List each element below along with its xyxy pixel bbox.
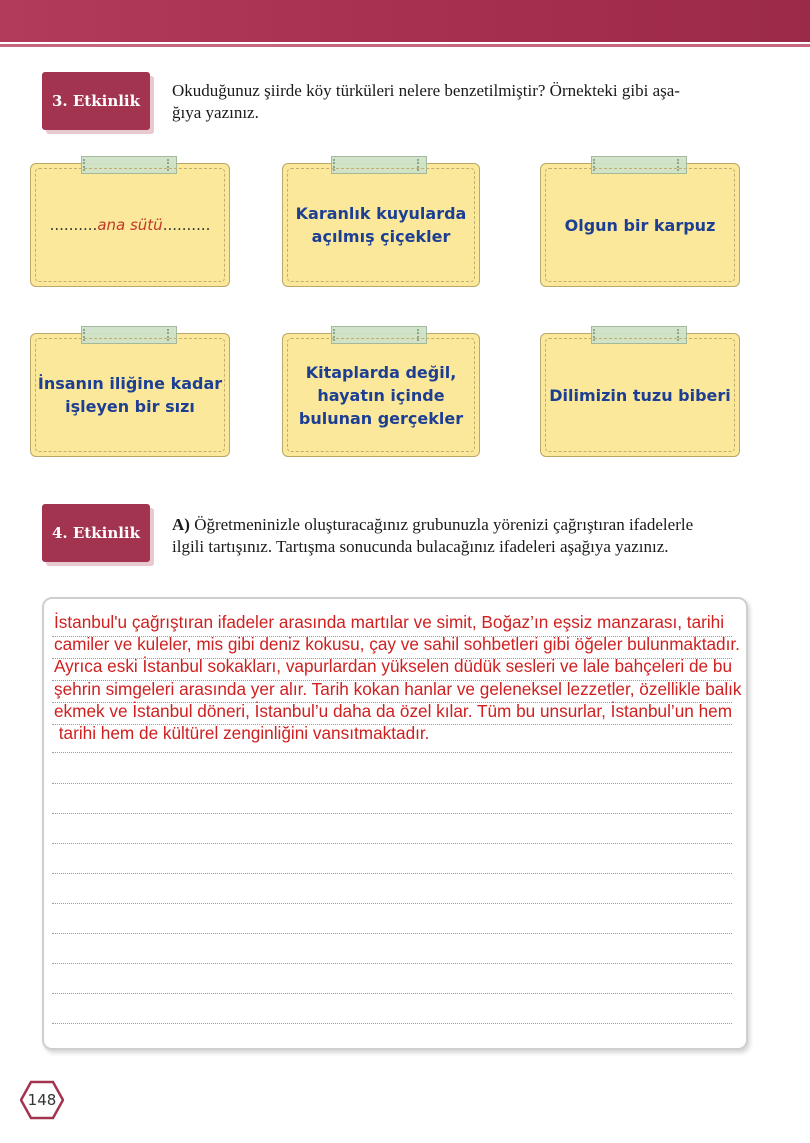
writing-line <box>52 783 732 784</box>
card-text <box>299 361 463 430</box>
writing-line <box>52 873 732 874</box>
card-text-line: açılmış çiçekler <box>311 227 451 246</box>
tape-decoration <box>81 156 177 174</box>
card-text-line: Karanlık kuyularda <box>295 204 467 223</box>
tape-decoration <box>591 156 687 174</box>
tape-decoration <box>591 326 687 344</box>
fill-dots-left: .......... <box>49 216 98 234</box>
card-text <box>565 214 716 237</box>
writing-line <box>52 963 732 964</box>
writing-line <box>52 903 732 904</box>
card-text-line: Olgun bir karpuz <box>564 215 716 235</box>
activity-3-label <box>42 72 150 130</box>
tape-decoration <box>81 326 177 344</box>
writing-line <box>52 843 732 844</box>
card-karanlik-kuyular <box>282 163 480 287</box>
page-number-badge <box>20 1080 64 1120</box>
header-band <box>0 0 810 42</box>
card-text <box>38 372 222 418</box>
handwritten-answer-text <box>54 611 760 744</box>
activity-3-label-text: 3. Etkinlik <box>51 92 141 110</box>
answer-line: tarihi hem de kültürel zenginliğini vansıtmaktadır. <box>54 723 430 744</box>
answer-line: ekmek ve İstanbul döneri, İstanbul’u daha da özel kılar. Tüm bu unsurlar, İstanbul’un hem <box>54 700 733 721</box>
activity-3-instruction-line2: ğıya yazınız. <box>172 103 259 122</box>
tape-decoration <box>331 326 427 344</box>
activity-4-instruction-line2: ilgili tartışınız. Tartışma sonucunda bulacağınız ifadeleri aşağıya yazınız. <box>172 537 669 556</box>
fill-dots-right: .......... <box>162 216 211 234</box>
writing-line <box>52 1023 732 1024</box>
card-text <box>296 202 467 248</box>
answer-line: camiler ve kuleler, mis gibi deniz kokusu, çay ve sahil sohbetleri gibi öğeler bulunmaktadır. <box>54 634 740 655</box>
activity-4-label-text: 4. Etkinlik <box>51 524 141 542</box>
card-insanin-iligine <box>30 333 230 457</box>
page-number: 148 <box>27 1091 57 1109</box>
card-example-fill <box>50 216 211 234</box>
header-divider <box>0 44 810 47</box>
activity-4-label <box>42 504 150 562</box>
card-text <box>549 384 731 407</box>
writing-line <box>52 993 732 994</box>
writing-line <box>52 752 732 753</box>
card-text-line: Dilimizin tuzu biberi <box>549 385 731 405</box>
card-text-line: hayatın içinde <box>317 385 445 405</box>
writing-line <box>52 933 732 934</box>
tape-decoration <box>331 156 427 174</box>
card-text-line: Kitaplarda değil, <box>305 362 457 382</box>
activity-4-part: A) <box>172 515 190 534</box>
activity-3-instruction <box>172 80 772 124</box>
card-kitaplarda-degil <box>282 333 480 457</box>
card-example <box>30 163 230 287</box>
answer-line: Ayrıca eski İstanbul sokakları, vapurlardan yükselen düdük sesleri ve lale bahçeleri de bu <box>54 656 733 677</box>
card-text-line: işleyen bir sızı <box>65 397 195 416</box>
answer-line: İstanbul'u çağrıştıran ifadeler arasında martılar ve simit, Boğaz’ın eşsiz manzarası, tarihi <box>54 612 725 632</box>
activity-4-instruction <box>172 514 782 558</box>
card-dilimizin-tuzu <box>540 333 740 457</box>
card-text-line: bulunan gerçekler <box>298 408 464 428</box>
card-olgun-karpuz <box>540 163 740 287</box>
activity-4-instruction-line1: Öğretmeninizle oluşturacağınız grubunuzla yörenizi çağrıştıran ifadelerle <box>189 515 694 534</box>
answer-line: şehrin simgeleri arasında yer alır. Tarih kokan hanlar ve geleneksel lezzetler, özellikle balık <box>54 678 742 699</box>
card-text-line: İnsanın iliğine kadar <box>37 374 223 393</box>
writing-line <box>52 813 732 814</box>
handwritten-answer: ana sütü <box>97 216 163 234</box>
activity-3-instruction-line1: Okuduğunuz şiirde köy türküleri nelere benzetilmiştir? Örnekteki gibi aşa- <box>172 81 680 100</box>
